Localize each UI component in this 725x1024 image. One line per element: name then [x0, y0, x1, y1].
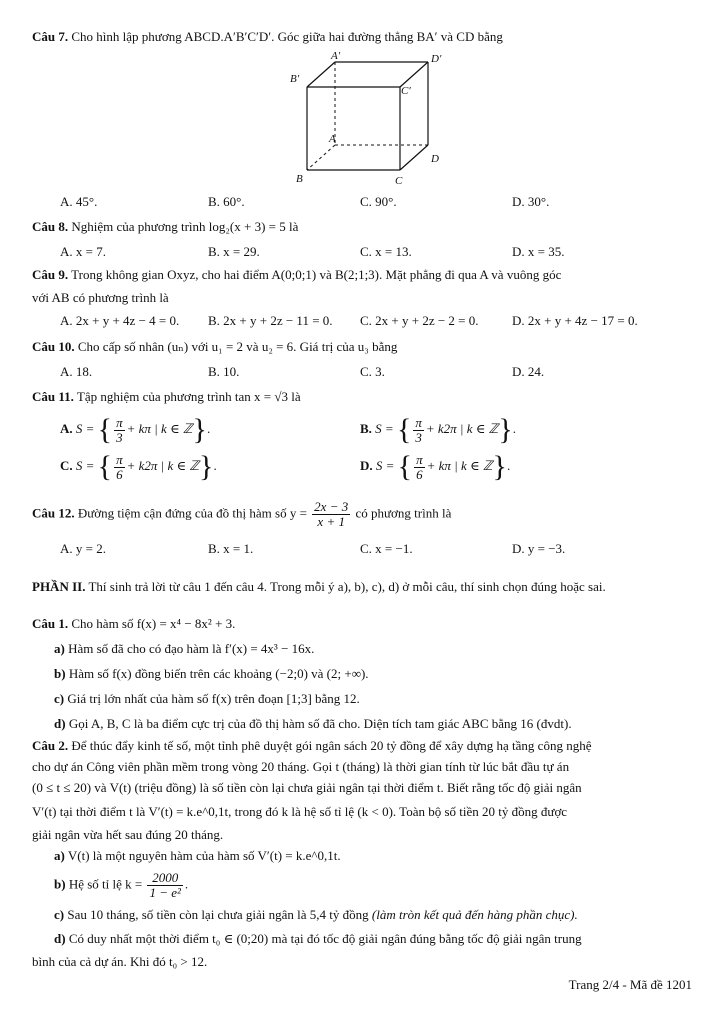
p2q2-item-c: [54, 906, 578, 924]
p2q2-item-b: [54, 871, 188, 900]
p2q2-item-a-key: a): [54, 848, 65, 863]
q10-label: Câu 10.: [32, 339, 75, 354]
q11-option-b-letter: B.: [360, 420, 372, 436]
p2q2-item-b-frac: $\frac{2000}{\text{1 − e²}}$: [149, 870, 181, 900]
q11-option-a-pre: S =: [75, 420, 95, 436]
q11-option-a-letter: A.: [60, 420, 73, 436]
label-b: B: [296, 173, 303, 185]
q7-option-a: A. 45°.: [60, 194, 98, 209]
p2q2-item-c-key: c): [54, 907, 65, 922]
q12-text-pre: Đường tiệm cận đứng của đồ thị hàm số y =: [77, 505, 307, 521]
q12-option-d: D. y = −3.: [512, 541, 566, 556]
p2q1-item-b: [54, 665, 369, 683]
p2q1-item-d-text: Gọi A, B, C là ba điểm cực trị của đồ thị hàm số đã cho. Diện tích tam giác ABC bằng 16 (đvdt).: [68, 716, 572, 731]
q12-option-b: B. x = 1.: [208, 541, 254, 556]
q9-option-a: A. 2x + y + 4z − 4 = 0.: [60, 313, 180, 328]
q11-line: [32, 388, 301, 406]
q10-text: Cho cấp số nhân (uₙ) với u₁ = 2 và u₂ = 6. Giá trị của u₃ bằng: [77, 339, 398, 354]
p2q2-item-c-note: (làm tròn kết quả đến hàng phần chục).: [371, 907, 578, 922]
q11-option-d: D. S = { $\frac{\pi}{6}$ + kπ | k ∈ ℤ}.: [360, 450, 511, 483]
brace-close-icon: }: [492, 450, 507, 483]
q12-frac: $\frac{2x - 3}{x + 1}$: [314, 499, 349, 529]
q7-option-b: B. 60°.: [208, 194, 245, 209]
q11-option-b-pre: S =: [375, 420, 394, 436]
q11-option-d-pre: S =: [375, 457, 395, 473]
p2q2-text3: (0 ≤ t ≤ 20) và V(t) (triệu đồng) là số tiền còn lại chưa giải ngân tại thời điểm t. Biết rằng tốc độ giải ngân: [32, 780, 582, 795]
q8-option-a: A. x = 7.: [60, 244, 106, 259]
p2q1-item-a-text: Hàm số đã cho có đạo hàm là f′(x) = 4x³ − 16x.: [68, 641, 315, 656]
label-d1: D′: [431, 53, 442, 65]
part2-label: PHẦN II.: [32, 579, 86, 594]
brace-close-icon: }: [498, 413, 513, 446]
p2q1-item-c-text: Giá trị lớn nhất của hàm số f(x) trên đoạn [1;3] bằng 12.: [67, 691, 360, 706]
q8-option-d: D. x = 35.: [512, 244, 565, 259]
q11-option-b-post: + k2π | k ∈ ℤ: [425, 420, 499, 436]
q11-option-a: A. S = { $\frac{\pi}{3}$ + kπ | k ∈ ℤ}.: [60, 413, 211, 446]
q11-text: Tập nghiệm của phương trình tan x = √3 là: [76, 389, 301, 404]
page-footer: Trang 2/4 - Mã đề 1201: [568, 977, 692, 992]
q11-option-b-frac: $\frac{\pi}{3}$: [415, 414, 422, 445]
q12-label: Câu 12.: [32, 505, 75, 521]
p2q1-item-a: [54, 640, 314, 658]
p2q2-line1: [32, 737, 591, 755]
p2q1-line: [32, 615, 235, 633]
brace-open-icon: {: [97, 450, 113, 483]
label-a1: A′: [331, 50, 341, 62]
q7-line: [32, 28, 503, 46]
q12-option-c: C. x = −1.: [360, 541, 413, 556]
q11-label: Câu 11.: [32, 389, 74, 404]
q10-option-d: D. 24.: [512, 364, 545, 379]
p2q2-item-a: [54, 847, 341, 865]
p2q2-text1: Để thúc đẩy kinh tế số, một tỉnh phê duyệt gói ngân sách 20 tỷ đồng để xây dựng hạ tầng công nghệ: [71, 738, 592, 753]
label-d: D: [431, 153, 439, 165]
label-b1: B′: [290, 73, 300, 85]
q7-text: Cho hình lập phương ABCD.A′B′C′D′. Góc giữa hai đường thẳng BA′ và CD bằng: [71, 29, 503, 44]
p2q1-item-d: [54, 715, 572, 733]
cube-figure: [280, 50, 450, 185]
p2q2-item-a-text: V(t) là một nguyên hàm của hàm số V′(t) = k.e^0,1t.: [67, 848, 341, 863]
q11-option-c-frac: $\frac{\pi}{6}$: [116, 451, 123, 482]
part2-text: Thí sinh trả lời từ câu 1 đến câu 4. Trong mỗi ý a), b), c), d) ở mỗi câu, thí sinh chọn đúng hoặc sai.: [88, 579, 606, 594]
q7-label: Câu 7.: [32, 29, 69, 44]
brace-open-icon: {: [396, 413, 412, 446]
p2q2-item-d: [54, 930, 582, 948]
q7-option-d: D. 30°.: [512, 194, 550, 209]
p2q2-item-b-pre: Hệ số tỉ lệ k =: [68, 876, 143, 892]
p2q1-label: Câu 1.: [32, 616, 69, 631]
q12-option-a: A. y = 2.: [60, 541, 106, 556]
q8-text: Nghiệm của phương trình log₂(x + 3) = 5 là: [71, 219, 299, 234]
q7-option-c: C. 90°.: [360, 194, 397, 209]
label-a: A: [329, 133, 336, 145]
label-c: C: [395, 175, 403, 185]
p2q2-item-b-key: b): [54, 876, 66, 892]
p2q2-item-c-text: Sau 10 tháng, số tiền còn lại chưa giải ngân là 5,4 tỷ đồng: [67, 907, 369, 922]
q9-option-b: B. 2x + y + 2z − 11 = 0.: [208, 313, 333, 328]
q9-line1: [32, 266, 561, 284]
q9-option-d: D. 2x + y + 4z − 17 = 0.: [512, 313, 638, 328]
q11-option-d-post: + kπ | k ∈ ℤ: [426, 457, 493, 473]
q11-option-d-letter: D.: [360, 457, 373, 473]
q8-option-c: C. x = 13.: [360, 244, 412, 259]
q8-line: [32, 218, 298, 236]
brace-open-icon: {: [397, 450, 413, 483]
p2q2-item-d-key: d): [54, 931, 66, 946]
label-c1: C′: [401, 85, 411, 97]
q11-option-a-frac: $\frac{\pi}{3}$: [116, 414, 123, 445]
p2q1-item-a-key: a): [54, 641, 65, 656]
q10-line: [32, 338, 397, 356]
p2q2-text5: giải ngân vừa hết sau đúng 20 tháng.: [32, 827, 224, 842]
p2q2-item-d-text1: Có duy nhất một thời điểm t₀ ∈ (0;20) mà tại đó tốc độ giải ngân đúng bằng tốc độ giải ngân trung: [68, 931, 582, 946]
q11-option-d-frac: $\frac{\pi}{6}$: [416, 451, 423, 482]
q8-option-b: B. x = 29.: [208, 244, 260, 259]
q11-option-b: B. S = { $\frac{\pi}{3}$ + k2π | k ∈ ℤ}.: [360, 413, 516, 446]
q9-text1: Trong không gian Oxyz, cho hai điểm A(0;0;1) và B(2;1;3). Mặt phẳng đi qua A và vuông góc: [71, 267, 562, 282]
q12-text-post: có phương trình là: [355, 505, 452, 521]
p2q1-text: Cho hàm số f(x) = x⁴ − 8x² + 3.: [71, 616, 236, 631]
q9-text2: với AB có phương trình là: [32, 290, 169, 305]
q10-option-c: C. 3.: [360, 364, 385, 379]
part2-intro: [32, 578, 692, 596]
brace-close-icon: }: [192, 413, 207, 446]
p2q2-label: Câu 2.: [32, 738, 69, 753]
q12-line: [32, 500, 451, 529]
q9-option-c: C. 2x + y + 2z − 2 = 0.: [360, 313, 479, 328]
p2q2-text4: V′(t) tại thời điểm t là V′(t) = k.e^0,1t, trong đó k là hệ số tỉ lệ (k < 0). Toàn bộ số tiền 20 tỷ đồng được: [32, 804, 568, 819]
q10-option-a: A. 18.: [60, 364, 93, 379]
brace-open-icon: {: [97, 413, 113, 446]
q11-option-c-pre: S =: [75, 457, 95, 473]
p2q1-item-b-text: Hàm số f(x) đồng biến trên các khoảng (−2;0) và (2; +∞).: [68, 666, 369, 681]
q9-label: Câu 9.: [32, 267, 69, 282]
q11-option-c-post: + k2π | k ∈ ℤ: [126, 457, 200, 473]
p2q1-item-d-key: d): [54, 716, 66, 731]
p2q2-item-d-text2: bình của cả dự án. Khi đó t₀ > 12.: [32, 954, 208, 969]
q11-option-c-letter: C.: [60, 457, 73, 473]
q8-label: Câu 8.: [32, 219, 69, 234]
q11-option-c: C. S = { $\frac{\pi}{6}$ + k2π | k ∈ ℤ}.: [60, 450, 217, 483]
p2q2-text2: cho dự án Công viên phần mềm trong vòng 20 tháng. Gọi t (tháng) là thời gian tính từ lúc bắt đầu tự án: [32, 759, 570, 774]
q11-option-a-post: + kπ | k ∈ ℤ: [126, 420, 193, 436]
p2q2-item-b-post: .: [184, 876, 189, 892]
q10-option-b: B. 10.: [208, 364, 240, 379]
p2q1-item-b-key: b): [54, 666, 66, 681]
p2q1-item-c-key: c): [54, 691, 65, 706]
p2q1-item-c: [54, 690, 360, 708]
brace-close-icon: }: [199, 450, 214, 483]
